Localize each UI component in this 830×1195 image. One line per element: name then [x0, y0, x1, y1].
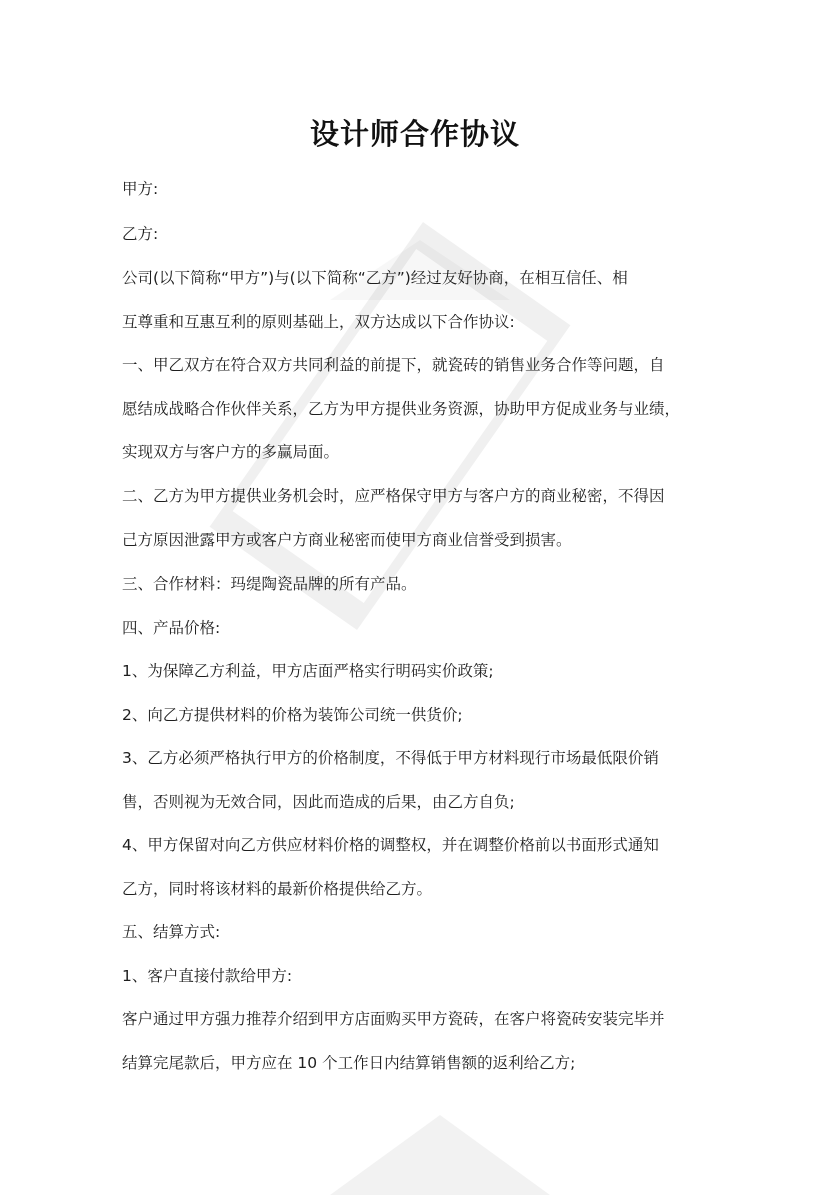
document-title: 设计师合作协议	[309, 117, 520, 151]
intro-line-2: 互尊重和互惠互利的原则基础上，双方达成以下合作协议:	[122, 313, 515, 331]
clause-1-line-2: 愿结成战略合作伙伴关系，乙方为甲方提供业务资源，协助甲方促成业务与业绩，	[122, 400, 681, 418]
clause-4-item-2: 2、向乙方提供材料的价格为装饰公司统一供货价;	[122, 706, 463, 724]
clause-5-item-1-line-2: 结算完尾款后，甲方应在 10 个工作日内结算销售额的返利给乙方;	[122, 1054, 576, 1072]
party-b-label: 乙方:	[122, 225, 159, 243]
clause-1-line-1: 一、甲乙双方在符合双方共同利益的前提下，就瓷砖的销售业务合作等问题，自	[122, 356, 665, 374]
watermark-logo-bottom	[330, 1115, 550, 1195]
clause-5-heading: 五、结算方式:	[122, 923, 221, 941]
clause-4-item-4-line-2: 乙方，同时将该材料的最新价格提供给乙方。	[122, 880, 433, 898]
clause-2-line-2: 己方原因泄露甲方或客户方商业秘密而使甲方商业信誉受到损害。	[122, 531, 572, 549]
clause-1-line-3: 实现双方与客户方的多赢局面。	[122, 443, 340, 461]
intro-line-1: 公司(以下简称“甲方”)与(以下简称“乙方”)经过友好协商，在相互信任、相	[122, 269, 628, 287]
clause-4-heading: 四、产品价格:	[122, 619, 221, 637]
clause-2-line-1: 二、乙方为甲方提供业务机会时，应严格保守甲方与客户方的商业秘密，不得因	[122, 487, 665, 505]
clause-3: 三、合作材料：玛缇陶瓷品牌的所有产品。	[122, 575, 417, 593]
clause-5-item-1-line-1: 客户通过甲方强力推荐介绍到甲方店面购买甲方瓷砖，在客户将瓷砖安装完毕并	[122, 1010, 665, 1028]
clause-5-item-1-heading: 1、客户直接付款给甲方:	[122, 967, 293, 985]
clause-4-item-4-line-1: 4、甲方保留对向乙方供应材料价格的调整权，并在调整价格前以书面形式通知	[122, 836, 659, 854]
clause-4-item-1: 1、为保障乙方利益，甲方店面严格实行明码实价政策;	[122, 662, 494, 680]
clause-4-item-3-line-2: 售，否则视为无效合同，因此而造成的后果，由乙方自负;	[122, 793, 515, 811]
clause-4-item-3-line-1: 3、乙方必须严格执行甲方的价格制度，不得低于甲方材料现行市场最低限价销	[122, 749, 659, 767]
party-a-label: 甲方:	[122, 180, 159, 198]
